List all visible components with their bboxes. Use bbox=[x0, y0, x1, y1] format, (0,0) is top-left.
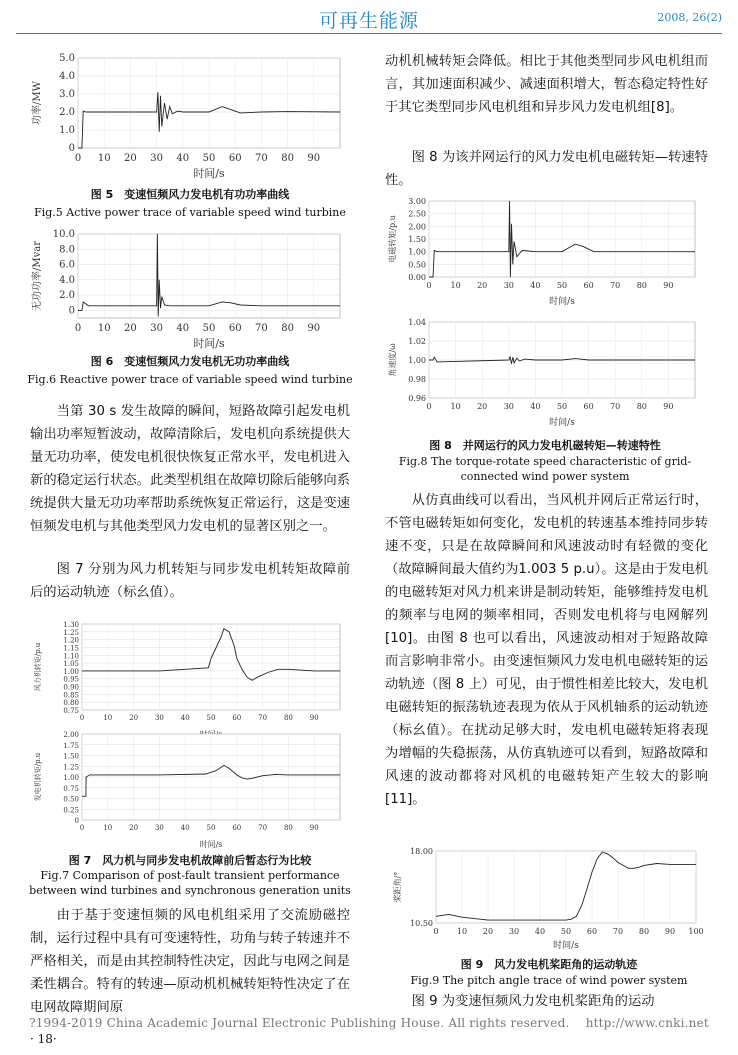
figure-5-caption-en: Fig.5 Active power trace of variable speed wind turbine bbox=[34, 206, 346, 219]
x-axis-label: 时间/s bbox=[193, 337, 225, 350]
y-tick-label: 2.50 bbox=[408, 209, 426, 219]
x-tick-label: 60 bbox=[586, 927, 598, 936]
x-tick-label: 90 bbox=[307, 323, 321, 334]
y-tick-label: 1.20 bbox=[63, 636, 79, 645]
x-tick-label: 60 bbox=[232, 714, 242, 722]
x-tick-label: 50 bbox=[202, 153, 216, 164]
x-tick-label: 50 bbox=[560, 927, 572, 936]
x-tick-label: 90 bbox=[663, 402, 674, 411]
x-tick-label: 90 bbox=[309, 824, 319, 832]
paragraph-simulation-analysis: 从仿真曲线可以看出，当风机并网后正常运行时，不管电磁转矩如何变化，发电机的转速基本维持同步转速不变，只是在故障瞬间和风速波动时有轻微的变化（故障瞬间最大值约为1.003 5 p.u）。这是由于发电机的电磁转矩对风力机来讲是制动转矩，能够维持发电机的频率与电网的频率相同，否则发电机将与电网解列[10]。由图 8 也可以看出，风速波动相对于短路故障而言影响非常小。由变速恒频风力发电机电磁转矩的运动轨迹（图 8 上）可见，由于惯性相差比较大，发电机电磁转矩的振荡轨迹表现为依从于风机轴系的运动轨迹（标幺值）。在扰动足够大时，发电机电磁转矩将表现为增幅的失稳振荡，从仿真轨迹可以看到，短路故障和风速的波动都将对风机的电磁转矩产生较大的影响[11]。 bbox=[385, 493, 708, 807]
y-axis-label: 发电机转矩/p.u bbox=[34, 752, 42, 802]
x-tick-label: 30 bbox=[154, 824, 164, 832]
x-tick-label: 70 bbox=[258, 714, 268, 722]
y-tick-label: 0.75 bbox=[63, 707, 79, 715]
figure-5-caption-cn: 图 5 变速恒频风力发电机有功功率曲线 bbox=[90, 188, 290, 201]
x-tick-label: 10 bbox=[456, 927, 468, 936]
x-tick-label: 0 bbox=[79, 824, 85, 832]
y-tick-label: 1.50 bbox=[408, 235, 426, 244]
y-tick-label: 0.25 bbox=[63, 806, 79, 815]
issue-number: 2008, 26(2) bbox=[657, 11, 722, 24]
figure-7-caption-en-2: between wind turbines and synchronous generation units bbox=[29, 884, 351, 897]
y-tick-label: 1.0 bbox=[59, 125, 75, 136]
page-number: · 18· bbox=[30, 1032, 57, 1046]
y-tick-label: 1.00 bbox=[63, 667, 79, 676]
x-tick-label: 20 bbox=[482, 927, 494, 936]
y-tick-label: 5.0 bbox=[59, 53, 75, 64]
x-tick-label: 80 bbox=[638, 927, 650, 936]
x-tick-label: 40 bbox=[180, 714, 190, 722]
x-tick-label: 0 bbox=[426, 281, 432, 290]
y-tick-label: 0.50 bbox=[63, 795, 79, 804]
x-tick-label: 50 bbox=[556, 402, 568, 411]
paragraph-torque-continuation: 动机机械转矩会降低。相比于其他类型同步风电机组而言，其加速面积减少、减速面积增大，暂态稳定特性好于其它类型同步风电机组和异步风力发电机组[8]。 bbox=[385, 54, 708, 115]
header-rule bbox=[16, 33, 722, 34]
figure-7-bottom-chart bbox=[30, 728, 350, 850]
y-tick-label: 1.50 bbox=[63, 752, 79, 761]
figure-7-caption-cn: 图 7 风力机与同步发电机故障前后暂态行为比较 bbox=[68, 854, 312, 867]
x-tick-label: 20 bbox=[129, 714, 139, 722]
y-tick-label: 8.0 bbox=[59, 244, 75, 256]
y-tick-label: 0.85 bbox=[63, 691, 79, 700]
figure-8-caption-en-2: connected wind power system bbox=[460, 470, 630, 483]
x-axis-label: 时间/s bbox=[199, 840, 223, 849]
figure-8-caption-cn: 图 8 并网运行的风力发电机磁转矩—转速特性 bbox=[429, 439, 661, 452]
x-axis-label: 时间/s bbox=[553, 941, 579, 951]
x-tick-label: 70 bbox=[255, 153, 268, 164]
y-tick-label: 6.0 bbox=[59, 259, 75, 271]
figure-6-caption-en: Fig.6 Reactive power trace of variable speed wind turbine bbox=[27, 373, 353, 386]
x-tick-label: 90 bbox=[307, 153, 321, 164]
y-tick-label: 0.00 bbox=[408, 273, 426, 282]
x-tick-label: 80 bbox=[636, 402, 647, 411]
x-tick-label: 40 bbox=[530, 402, 541, 411]
x-tick-label: 80 bbox=[636, 281, 647, 290]
x-tick-label: 10 bbox=[450, 281, 461, 290]
x-tick-label: 40 bbox=[530, 281, 541, 290]
x-tick-label: 50 bbox=[202, 323, 216, 334]
y-tick-label: 10.0 bbox=[52, 229, 75, 240]
y-tick-label: 1.75 bbox=[63, 741, 79, 750]
y-tick-label: 0.95 bbox=[63, 675, 79, 684]
y-tick-label: 1.00 bbox=[63, 774, 79, 782]
x-tick-label: 80 bbox=[281, 153, 294, 164]
figure-7-top-chart bbox=[30, 618, 350, 740]
x-tick-label: 10 bbox=[103, 824, 113, 832]
figure-7-caption-en-1: Fig.7 Comparison of post-fault transient performance bbox=[40, 869, 340, 882]
y-tick-label: 2.00 bbox=[408, 222, 426, 232]
y-tick-label: 0.98 bbox=[408, 375, 426, 384]
x-tick-label: 60 bbox=[232, 824, 242, 832]
y-tick-label: 0 bbox=[68, 305, 75, 317]
y-tick-label: 1.10 bbox=[63, 652, 79, 661]
y-axis-label: 无功功率/Mvar bbox=[32, 241, 43, 311]
x-tick-label: 70 bbox=[255, 323, 268, 334]
x-tick-label: 10 bbox=[97, 153, 111, 164]
y-axis-label: 电磁转矩/p.u bbox=[388, 215, 397, 263]
x-tick-label: 40 bbox=[176, 153, 190, 164]
y-tick-label: 1.25 bbox=[63, 763, 79, 772]
x-tick-label: 30 bbox=[503, 402, 514, 411]
y-axis-label: 角速度/ω bbox=[388, 343, 397, 377]
y-tick-label: 1.15 bbox=[63, 644, 79, 653]
figure-8-caption-en-1: Fig.8 The torque-rotate speed characteristic of grid- bbox=[398, 455, 692, 468]
figure-9-caption-en: Fig.9 The pitch angle trace of wind power system bbox=[410, 974, 688, 987]
x-tick-label: 30 bbox=[150, 323, 163, 334]
x-tick-label: 40 bbox=[180, 824, 190, 832]
x-tick-label: 50 bbox=[556, 281, 568, 290]
x-tick-label: 10 bbox=[103, 714, 113, 722]
y-tick-label: 4.0 bbox=[59, 71, 75, 82]
x-tick-label: 70 bbox=[610, 281, 621, 290]
y-tick-label: 2.0 bbox=[59, 290, 75, 302]
y-tick-label: 3.0 bbox=[59, 89, 75, 100]
x-tick-label: 80 bbox=[283, 824, 293, 832]
figure-5-chart bbox=[30, 50, 350, 180]
y-tick-label: 0 bbox=[74, 817, 79, 825]
y-tick-label: 0.50 bbox=[408, 260, 426, 270]
x-tick-label: 90 bbox=[664, 927, 676, 936]
x-tick-label: 20 bbox=[477, 402, 488, 411]
y-tick-label: 4.0 bbox=[59, 274, 75, 286]
figure-6-chart bbox=[30, 228, 350, 350]
y-tick-label: 1.04 bbox=[408, 318, 426, 327]
y-axis-label: 风力机转矩/p.u bbox=[34, 642, 42, 692]
x-tick-label: 0 bbox=[433, 927, 439, 936]
x-tick-label: 0 bbox=[79, 714, 85, 722]
x-tick-label: 90 bbox=[309, 714, 319, 722]
x-tick-label: 10 bbox=[450, 402, 461, 411]
x-axis-label: 时间/s bbox=[549, 418, 575, 428]
paragraph-excitation-control: 由于基于变速恒频的风电机组采用了交流励磁控制，运行过程中具有可变速特性，功角与转子转速并不严格相关，而是由其控制特性决定，因此与电网之间是柔性耦合。特有的转速—原动机机械转矩特性决定了在电网故障期间原 bbox=[30, 908, 350, 1015]
y-tick-label: 3.00 bbox=[408, 197, 426, 206]
x-tick-label: 0 bbox=[426, 402, 432, 411]
paragraph-fig8-intro: 图 8 为该并网运行的风力发电机电磁转矩—转速特性。 bbox=[385, 150, 708, 188]
y-tick-label: 1.25 bbox=[63, 628, 79, 637]
y-tick-label: 1.00 bbox=[408, 247, 426, 257]
x-tick-label: 70 bbox=[258, 824, 268, 832]
x-tick-label: 60 bbox=[228, 323, 242, 334]
x-tick-label: 30 bbox=[150, 153, 163, 164]
y-tick-label: 0.75 bbox=[63, 784, 79, 793]
x-tick-label: 10 bbox=[97, 323, 111, 334]
x-tick-label: 50 bbox=[206, 714, 216, 722]
x-tick-label: 70 bbox=[612, 927, 624, 936]
figure-9-chart bbox=[390, 843, 708, 951]
x-tick-label: 20 bbox=[124, 153, 137, 164]
y-tick-label: 1.05 bbox=[63, 660, 79, 669]
y-tick-label: 10.50 bbox=[410, 919, 433, 928]
figure-9-caption-cn: 图 9 风力发电机桨距角的运动轨迹 bbox=[460, 958, 638, 971]
y-tick-label: 1.02 bbox=[408, 337, 426, 346]
journal-title: 可再生能源 bbox=[318, 10, 419, 32]
paragraph-fault-response: 当第 30 s 发生故障的瞬间，短路故障引起发电机输出功率短暂波动，故障清除后，发电机向系统提供大量无功功率，使发电机很快恢复正常水平，发电机进入新的稳定运行状态。此类型机组在故障切除后能够向系统提供大量无功功率帮助系统恢复正常运行，这是变速恒频发电机与其他类型风力发电机的显著区别之一。 bbox=[30, 404, 350, 534]
y-tick-label: 1.30 bbox=[63, 621, 79, 629]
x-tick-label: 0 bbox=[74, 153, 82, 164]
x-tick-label: 60 bbox=[583, 402, 594, 411]
x-tick-label: 80 bbox=[281, 323, 294, 334]
y-tick-label: 18.00 bbox=[410, 847, 433, 856]
x-tick-label: 30 bbox=[508, 927, 520, 936]
x-tick-label: 60 bbox=[583, 281, 594, 290]
x-tick-label: 30 bbox=[154, 714, 164, 722]
x-tick-label: 0 bbox=[74, 323, 82, 334]
x-tick-label: 80 bbox=[283, 714, 293, 722]
y-tick-label: 0.96 bbox=[408, 394, 426, 403]
y-tick-label: 0 bbox=[68, 143, 75, 154]
x-axis-label: 时间/s bbox=[193, 167, 225, 180]
y-tick-label: 0.80 bbox=[63, 699, 79, 708]
y-tick-label: 2.0 bbox=[59, 107, 75, 118]
y-axis-label: 桨距角/° bbox=[393, 871, 402, 903]
x-tick-label: 50 bbox=[206, 824, 216, 832]
x-tick-label: 90 bbox=[663, 281, 674, 290]
x-tick-label: 40 bbox=[176, 323, 190, 334]
x-tick-label: 20 bbox=[129, 824, 139, 832]
y-axis-label: 功率/MW bbox=[32, 81, 43, 125]
x-tick-label: 30 bbox=[503, 281, 514, 290]
x-tick-label: 100 bbox=[688, 927, 704, 936]
copyright-footer: ?1994-2019 China Academic Journal Electronic Publishing House. All rights reserved. http://www.cnki.net bbox=[29, 1016, 709, 1030]
y-tick-label: 0.90 bbox=[63, 683, 79, 692]
figure-6-caption-cn: 图 6 变速恒频风力发电机无功功率曲线 bbox=[90, 355, 290, 368]
figure-8-top-chart bbox=[385, 195, 705, 307]
y-tick-label: 2.00 bbox=[63, 731, 79, 739]
y-tick-label: 1.00 bbox=[408, 356, 426, 365]
x-tick-label: 40 bbox=[534, 927, 546, 936]
x-tick-label: 20 bbox=[124, 323, 137, 334]
x-tick-label: 20 bbox=[477, 281, 488, 290]
figure-8-bottom-chart bbox=[385, 316, 705, 428]
x-tick-label: 70 bbox=[610, 402, 621, 411]
paragraph-fig7-intro: 图 7 分别为风力机转矩与同步发电机转矩故障前后的运动轨迹（标幺值）。 bbox=[30, 562, 350, 600]
x-axis-label: 时间/s bbox=[549, 297, 575, 307]
paragraph-fig9-intro: 图 9 为变速恒频风力发电机桨距角的运动 bbox=[411, 994, 655, 1009]
x-tick-label: 60 bbox=[228, 153, 242, 164]
